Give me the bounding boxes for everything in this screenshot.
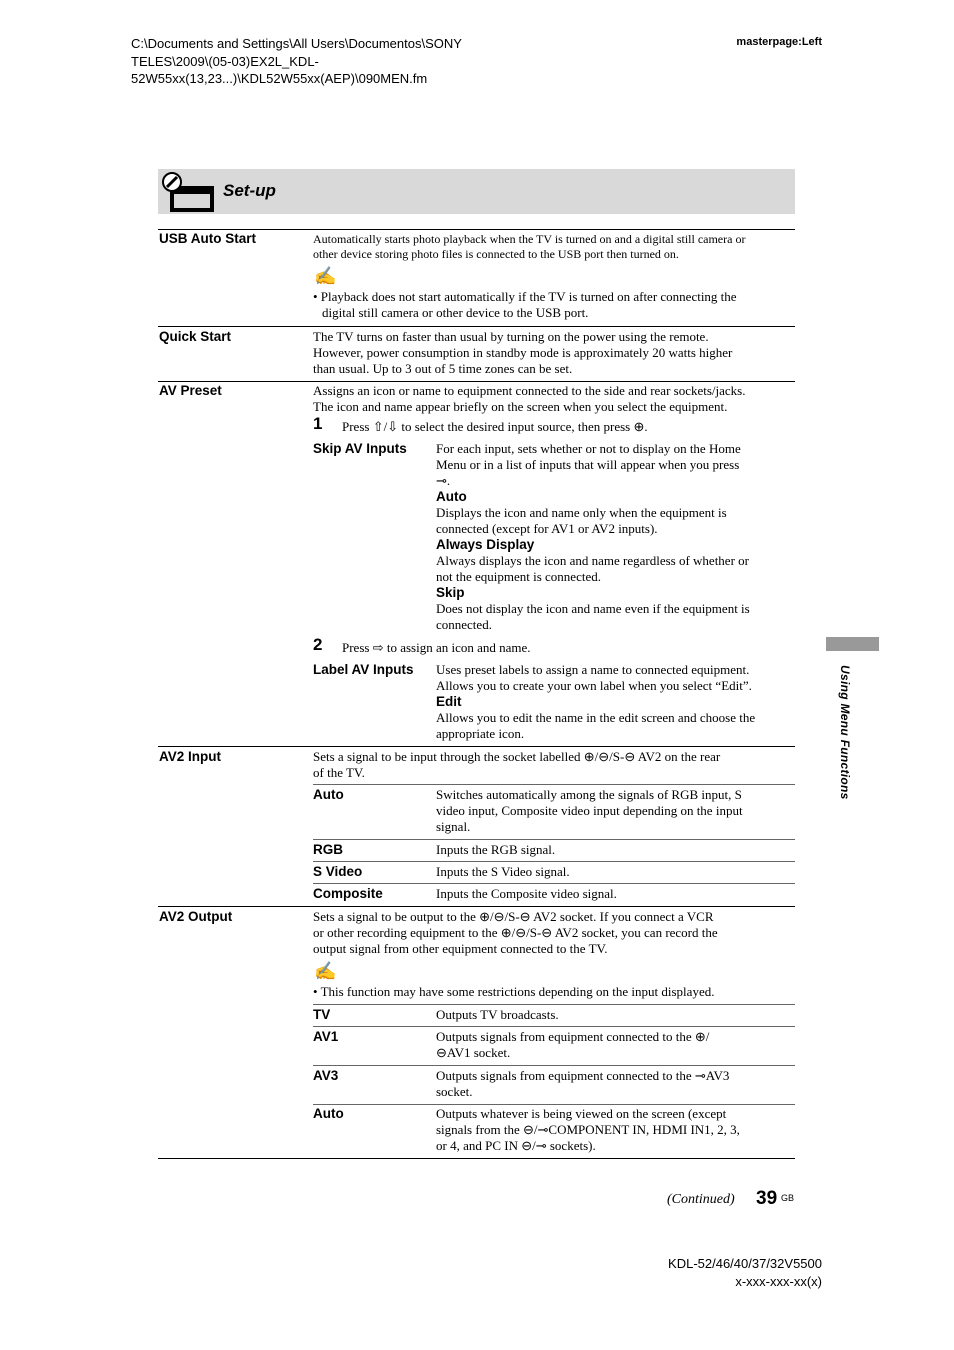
edit-desc-1: Allows you to edit the name in the edit screen and choose the — [436, 710, 756, 725]
av2-out-tv-key: TV — [313, 1007, 331, 1022]
quick-start-label: Quick Start — [159, 329, 232, 344]
rule — [158, 906, 795, 907]
usb-auto-start-label: USB Auto Start — [159, 231, 256, 246]
av2-out-auto-2: signals from the ⊖/⊸COMPONENT IN, HDMI IN1, 2, 3, — [436, 1122, 740, 1137]
always-desc-1: Always displays the icon and name regardless of whether or — [436, 553, 749, 568]
auto-desc-1: Displays the icon and name only when the equipment is — [436, 505, 727, 520]
av2-in-rgb-desc: Inputs the RGB signal. — [436, 842, 556, 857]
section-title: Set-up — [223, 181, 276, 200]
quick-desc-2: However, power consumption in standby mode is approximately 20 watts higher — [313, 345, 733, 360]
av2-input-desc-1: Sets a signal to be input through the socket labelled ⊕/⊖/S-⊖ AV2 on the rear — [313, 749, 721, 764]
av2-in-svideo-desc: Inputs the S Video signal. — [436, 864, 570, 879]
label-av-inputs-label: Label AV Inputs — [313, 662, 414, 677]
skip-desc-2: Menu or in a list of inputs that will appear when you press — [436, 457, 740, 472]
rule — [313, 1026, 795, 1027]
av2-output-desc-1: Sets a signal to be output to the ⊕/⊖/S-⊖ AV2 socket. If you connect a VCR — [313, 909, 714, 924]
av2-out-av3-desc-2: socket. — [436, 1084, 473, 1099]
usb-note-2: digital still camera or other device to the USB port. — [322, 305, 589, 320]
av2-output-desc-2: or other recording equipment to the ⊕/⊖/S-⊖ AV2 socket, you can record the — [313, 925, 718, 940]
label-desc-1: Uses preset labels to assign a name to connected equipment. — [436, 662, 750, 677]
edit-desc-2: appropriate icon. — [436, 726, 525, 741]
page-number: 39 — [756, 1188, 778, 1209]
av2-input-label: AV2 Input — [159, 749, 221, 764]
auto-heading: Auto — [436, 489, 467, 504]
av2-in-svideo-key: S Video — [313, 864, 363, 879]
skip-av-inputs-label: Skip AV Inputs — [313, 441, 407, 456]
rule — [313, 784, 795, 785]
av2-output-desc-3: output signal from other equipment connected to the TV. — [313, 941, 608, 956]
step-2-number: 2 — [313, 635, 323, 654]
av-preset-label: AV Preset — [159, 383, 222, 398]
rule — [158, 746, 795, 747]
rule — [158, 326, 795, 327]
note-pencil-icon: ✍ — [314, 266, 337, 286]
rule — [313, 1065, 795, 1066]
model-number: KDL-52/46/40/37/32V5500 — [668, 1256, 822, 1271]
path-line-1: C:\Documents and Settings\All Users\Documentos\SONY — [131, 36, 462, 51]
av2-out-av1-desc-1: Outputs signals from equipment connected to the ⊕/ — [436, 1029, 710, 1044]
av2-out-av1-key: AV1 — [313, 1029, 339, 1044]
av2-in-composite-desc: Inputs the Composite video signal. — [436, 886, 617, 901]
usb-desc-1: Automatically starts photo playback when the TV is turned on and a digital still camera or — [313, 232, 746, 246]
av2-out-av3-desc-1: Outputs signals from equipment connected to the ⊸AV3 — [436, 1068, 730, 1083]
path-line-2: TELES\2009\(05-03)EX2L_KDL- — [131, 53, 319, 69]
document-code: x-xxx-xxx-xx(x) — [735, 1274, 822, 1289]
av2-in-auto-key: Auto — [313, 787, 344, 802]
always-desc-2: not the equipment is connected. — [436, 569, 601, 584]
note-pencil-icon: ✍ — [314, 961, 337, 981]
skip-heading: Skip — [436, 585, 465, 600]
step-1-number: 1 — [313, 414, 323, 433]
av2-out-auto-1: Outputs whatever is being viewed on the screen (except — [436, 1106, 727, 1121]
usb-desc-2: other device storing photo files is connected to the USB port then turned on. — [313, 247, 679, 261]
step-1-text: Press ⇧/⇩ to select the desired input source, then press ⊕. — [342, 419, 648, 434]
side-tab-label: Using Menu Functions — [838, 665, 852, 800]
path-line-3: 52W55xx(13,23...)\KDL52W55xx(AEP)\090MEN.fm — [131, 71, 428, 86]
skip-opt-desc-1: Does not display the icon and name even if the equipment is — [436, 601, 750, 616]
skip-desc-1: For each input, sets whether or not to display on the Home — [436, 441, 741, 456]
av2-output-note: • This function may have some restrictions depending on the input displayed. — [313, 984, 715, 999]
av2-in-rgb-key: RGB — [313, 842, 343, 857]
continued-label: (Continued) — [667, 1192, 735, 1207]
side-tab-marker — [826, 637, 879, 651]
wrench-tv-icon — [160, 172, 218, 219]
av-preset-desc-1: Assigns an icon or name to equipment connected to the side and rear sockets/jacks. — [313, 383, 746, 398]
av2-out-tv-desc: Outputs TV broadcasts. — [436, 1007, 559, 1022]
av-preset-desc-2: The icon and name appear briefly on the screen when you select the equipment. — [313, 399, 728, 414]
rule — [313, 839, 795, 840]
always-display-heading: Always Display — [436, 537, 535, 552]
av2-out-av3-key: AV3 — [313, 1068, 339, 1083]
av2-output-label: AV2 Output — [159, 909, 233, 924]
av2-in-auto-2: video input, Composite video input depending on the input — [436, 803, 743, 818]
edit-heading: Edit — [436, 694, 462, 709]
skip-desc-3: ⊸. — [436, 473, 451, 488]
av2-out-av1-desc-2: ⊖AV1 socket. — [436, 1045, 511, 1060]
rule — [158, 1158, 795, 1159]
rule — [158, 229, 795, 230]
rule — [158, 381, 795, 382]
masterpage-label: masterpage:Left — [736, 36, 822, 48]
label-desc-2: Allows you to create your own label when you select “Edit”. — [436, 678, 752, 693]
rule — [313, 883, 795, 884]
quick-desc-3: than usual. Up to 3 out of 5 time zones can be set. — [313, 361, 573, 376]
rule — [313, 861, 795, 862]
usb-note-1: • Playback does not start automatically if the TV is turned on after connecting the — [313, 289, 737, 304]
av2-out-auto-key: Auto — [313, 1106, 344, 1121]
av2-in-composite-key: Composite — [313, 886, 383, 901]
av2-input-desc-2: of the TV. — [313, 765, 365, 780]
skip-opt-desc-2: connected. — [436, 617, 492, 632]
av2-out-auto-3: or 4, and PC IN ⊖/⊸ sockets). — [436, 1138, 596, 1153]
page-suffix: GB — [781, 1193, 795, 1203]
rule — [313, 1104, 795, 1105]
step-2-text: Press ⇨ to assign an icon and name. — [342, 640, 531, 655]
auto-desc-2: connected (except for AV1 or AV2 inputs). — [436, 521, 658, 536]
file-path-header — [131, 35, 551, 88]
rule — [313, 1004, 795, 1005]
av2-in-auto-1: Switches automatically among the signals of RGB input, S — [436, 787, 742, 802]
quick-desc-1: The TV turns on faster than usual by turning on the power using the remote. — [313, 329, 709, 344]
av2-in-auto-3: signal. — [436, 819, 471, 834]
